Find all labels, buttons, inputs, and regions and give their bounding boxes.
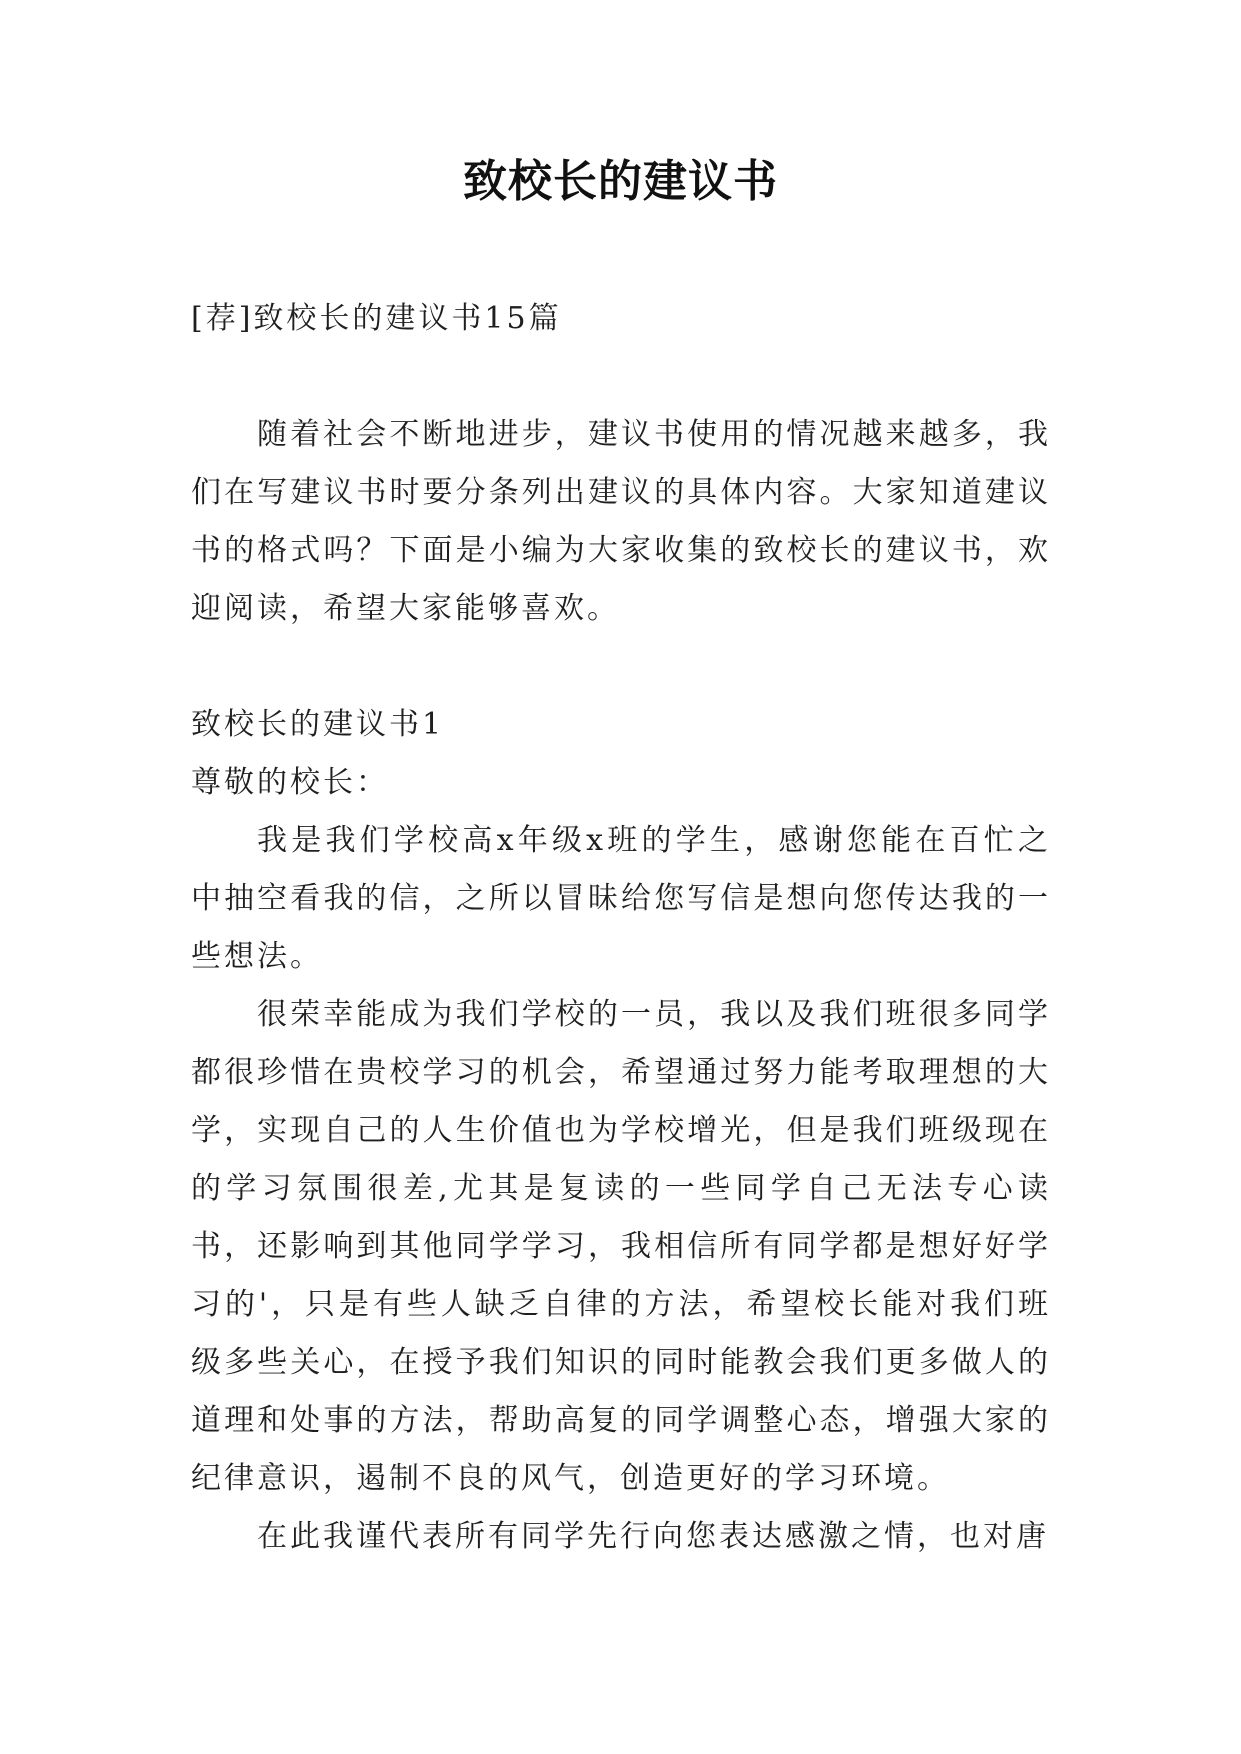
intro-paragraph: 随着社会不断地进步，建议书使用的情况越来越多，我们在写建议书时要分条列出建议的具体内容。大家知道建议书的格式吗？下面是小编为大家收集的致校长的建议书，欢迎阅读，希望大家能够喜欢。	[191, 417, 1051, 626]
spacer	[191, 638, 1051, 696]
document-body	[191, 290, 1051, 1566]
document-subtitle: [荐]致校长的建议书15篇	[191, 301, 562, 336]
spacer	[191, 348, 1051, 406]
body-paragraph-3: 在此我谨代表所有同学先行向您表达感激之情，也对唐	[257, 1519, 1049, 1554]
document-title: 致校长的建议书	[463, 156, 778, 207]
body-paragraph-2: 很荣幸能成为我们学校的一员，我以及我们班很多同学都很珍惜在贵校学习的机会，希望通过努力能考取理想的大学，实现自己的人生价值也为学校增光，但是我们班级现在的学习氛围很差,尤其是复读的一些同学自己无法专心读书，还影响到其他同学学习，我相信所有同学都是想好好学习的'，只是有些人缺乏自律的方法，希望校长能对我们班级多些关心，在授予我们知识的同时能教会我们更多做人的道理和处事的方法，帮助高复的同学调整心态，增强大家的纪律意识，遏制不良的风气，创造更好的学习环境。	[191, 997, 1051, 1496]
section-heading: 致校长的建议书1	[191, 707, 445, 742]
salutation: 尊敬的校长：	[191, 765, 389, 800]
body-paragraph-1: 我是我们学校高x年级x班的学生，感谢您能在百忙之中抽空看我的信，之所以冒昧给您写信是想向您传达我的一些想法。	[191, 823, 1051, 974]
